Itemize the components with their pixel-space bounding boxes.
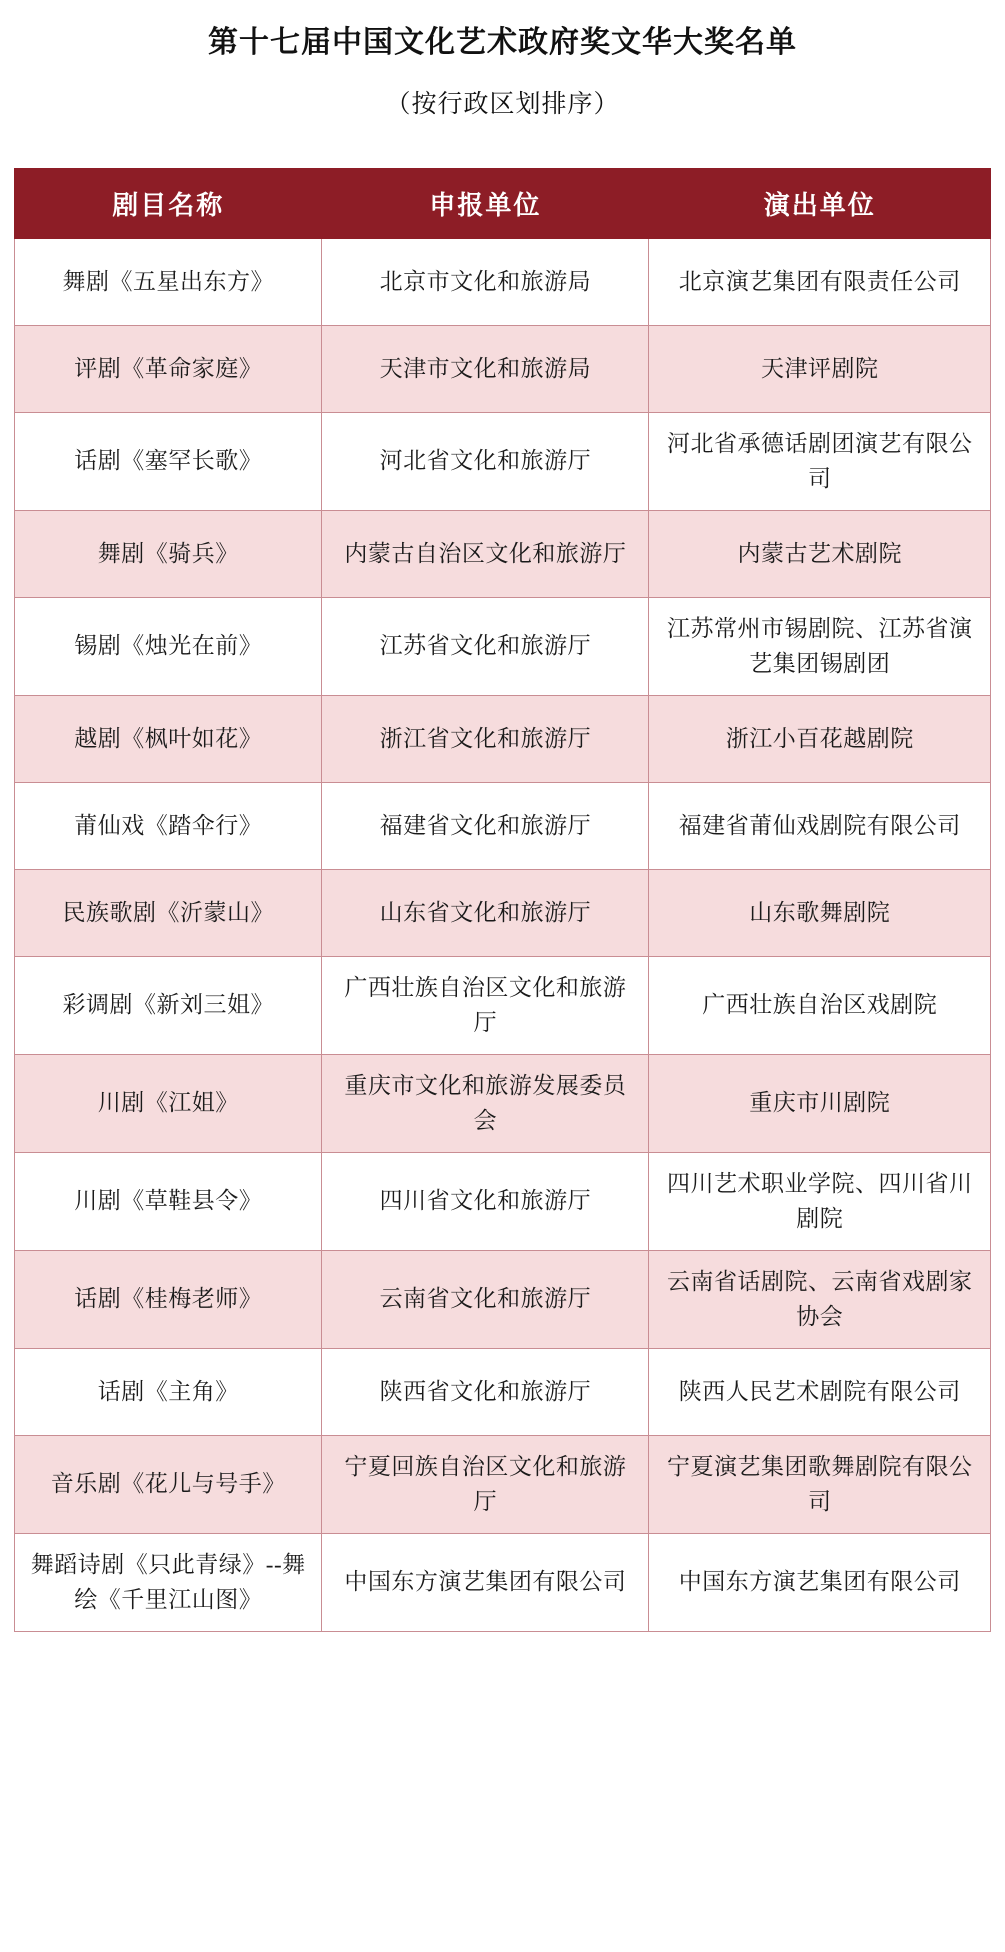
table-row <box>15 413 991 511</box>
cell-title: 川剧《草鞋县令》 <box>15 1153 322 1251</box>
cell-performer: 广西壮族自治区戏剧院 <box>649 957 991 1055</box>
cell-applicant: 内蒙古自治区文化和旅游厅 <box>322 511 649 598</box>
table-row <box>15 1349 991 1436</box>
cell-applicant: 陕西省文化和旅游厅 <box>322 1349 649 1436</box>
cell-applicant: 河北省文化和旅游厅 <box>322 413 649 511</box>
cell-title: 音乐剧《花儿与号手》 <box>15 1436 322 1534</box>
cell-title: 彩调剧《新刘三姐》 <box>15 957 322 1055</box>
table-body <box>15 239 991 1632</box>
cell-applicant: 四川省文化和旅游厅 <box>322 1153 649 1251</box>
table-row <box>15 783 991 870</box>
cell-performer: 北京演艺集团有限责任公司 <box>649 239 991 326</box>
cell-title: 话剧《塞罕长歌》 <box>15 413 322 511</box>
table-header-row <box>15 169 991 239</box>
cell-title: 话剧《主角》 <box>15 1349 322 1436</box>
table-row <box>15 326 991 413</box>
cell-title: 锡剧《烛光在前》 <box>15 598 322 696</box>
cell-performer: 山东歌舞剧院 <box>649 870 991 957</box>
cell-performer: 四川艺术职业学院、四川省川剧院 <box>649 1153 991 1251</box>
table-row <box>15 957 991 1055</box>
table-row <box>15 870 991 957</box>
cell-performer: 中国东方演艺集团有限公司 <box>649 1534 991 1632</box>
cell-applicant: 广西壮族自治区文化和旅游厅 <box>322 957 649 1055</box>
table-row <box>15 1055 991 1153</box>
cell-applicant: 福建省文化和旅游厅 <box>322 783 649 870</box>
table-row <box>15 1436 991 1534</box>
column-header-applicant: 申报单位 <box>322 169 649 239</box>
page-subtitle: （按行政区划排序） <box>385 91 620 118</box>
cell-title: 莆仙戏《踏伞行》 <box>15 783 322 870</box>
cell-title: 话剧《桂梅老师》 <box>15 1251 322 1349</box>
cell-performer: 云南省话剧院、云南省戏剧家协会 <box>649 1251 991 1349</box>
table-row <box>15 598 991 696</box>
table-row <box>15 1251 991 1349</box>
column-header-performer: 演出单位 <box>649 169 991 239</box>
cell-performer: 重庆市川剧院 <box>649 1055 991 1153</box>
award-table <box>14 168 991 1632</box>
award-table-container <box>14 168 991 1632</box>
cell-applicant: 宁夏回族自治区文化和旅游厅 <box>322 1436 649 1534</box>
cell-performer: 内蒙古艺术剧院 <box>649 511 991 598</box>
cell-applicant: 中国东方演艺集团有限公司 <box>322 1534 649 1632</box>
cell-title: 舞剧《五星出东方》 <box>15 239 322 326</box>
cell-title: 舞蹈诗剧《只此青绿》--舞绘《千里江山图》 <box>15 1534 322 1632</box>
cell-performer: 江苏常州市锡剧院、江苏省演艺集团锡剧团 <box>649 598 991 696</box>
cell-performer: 陕西人民艺术剧院有限公司 <box>649 1349 991 1436</box>
cell-applicant: 浙江省文化和旅游厅 <box>322 696 649 783</box>
table-header <box>15 169 991 239</box>
cell-title: 评剧《革命家庭》 <box>15 326 322 413</box>
cell-title: 越剧《枫叶如花》 <box>15 696 322 783</box>
cell-title: 川剧《江姐》 <box>15 1055 322 1153</box>
cell-applicant: 北京市文化和旅游局 <box>322 239 649 326</box>
cell-performer: 河北省承德话剧团演艺有限公司 <box>649 413 991 511</box>
table-row <box>15 1534 991 1632</box>
cell-title: 民族歌剧《沂蒙山》 <box>15 870 322 957</box>
table-row <box>15 1153 991 1251</box>
cell-applicant: 重庆市文化和旅游发展委员会 <box>322 1055 649 1153</box>
cell-applicant: 江苏省文化和旅游厅 <box>322 598 649 696</box>
column-header-title: 剧目名称 <box>15 169 322 239</box>
cell-performer: 福建省莆仙戏剧院有限公司 <box>649 783 991 870</box>
cell-title: 舞剧《骑兵》 <box>15 511 322 598</box>
cell-performer: 天津评剧院 <box>649 326 991 413</box>
table-row <box>15 511 991 598</box>
table-row <box>15 696 991 783</box>
table-row <box>15 239 991 326</box>
cell-applicant: 天津市文化和旅游局 <box>322 326 649 413</box>
cell-performer: 宁夏演艺集团歌舞剧院有限公司 <box>649 1436 991 1534</box>
cell-applicant: 云南省文化和旅游厅 <box>322 1251 649 1349</box>
cell-applicant: 山东省文化和旅游厅 <box>322 870 649 957</box>
cell-performer: 浙江小百花越剧院 <box>649 696 991 783</box>
page-title: 第十七届中国文化艺术政府奖文华大奖名单 <box>208 26 797 59</box>
